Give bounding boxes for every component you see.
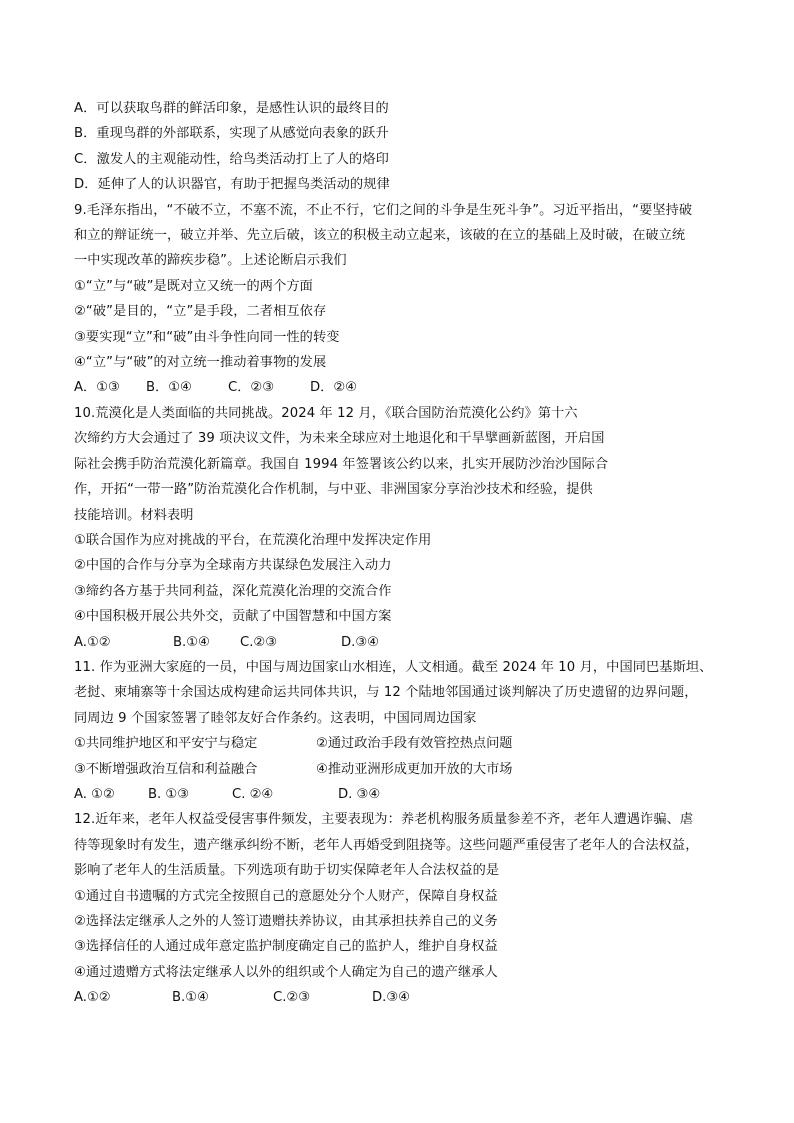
q12-stem-line: 待等现象时有发生，遗产继承纠纷不断，老年人再婚受到阻挠等。这些问题严重侵害了老年人的合法权益， <box>74 837 699 853</box>
q11-answer-choices <box>74 782 734 807</box>
q8-option-d: D．延伸了人的认识器官，有助于把握鸟类活动的规律 <box>74 177 390 193</box>
q9-answer-b: B．①④ <box>146 380 192 396</box>
q12-answer-c: C.②③ <box>273 990 311 1006</box>
q8-option-b: B．重现鸟群的外部联系，实现了从感觉向表象的跃升 <box>74 126 389 142</box>
q9-item-1: ①“立”与“破”是既对立又统一的两个方面 <box>74 278 313 294</box>
q11-item-3: ③不断增强政治互信和利益融合 <box>74 761 258 777</box>
q12-answer-d: D.③④ <box>372 990 410 1006</box>
q10-answer-d: D.③④ <box>341 634 379 650</box>
q11-stem-line: 11. 作为亚洲大家庭的一员，中国与周边国家山水相连，人文相通。截至 2024 年 10 月，中国同巴基斯坦、 <box>74 659 713 675</box>
q10-stem-line: 作，开拓“一带一路”防治荒漠化合作机制，与中亚、非洲国家分享治沙技术和经验，提供 <box>74 482 593 498</box>
q12-item-2: ②选择法定继承人之外的人签订遗赠扶养协议，由其承担扶养自己的义务 <box>74 914 498 929</box>
q12-answer-b: B.①④ <box>172 990 209 1006</box>
q9-answer-d: D．②④ <box>310 380 357 396</box>
q11-answer-c: C. ②④ <box>232 786 274 802</box>
q12-stem-line: 影响了老年人的生活质量。下列选项有助于切实保障老年人合法权益的是 <box>74 863 500 879</box>
q10-answer-c: C.②③ <box>240 634 278 650</box>
q10-item-3: ③缔约各方基于共同利益，深化荒漠化治理的交流合作 <box>74 583 392 599</box>
q11-answer-a: A. ①② <box>74 786 115 802</box>
q12-item-3: ③选择信任的人通过成年意定监护制度确定自己的监护人，维护自身权益 <box>74 939 498 955</box>
q9-stem-line: 和立的辩证统一，破立并举、先立后破，该立的积极主动立起来，该破的在立的基础上及时破，在破立统 <box>74 228 686 244</box>
q10-item-1: ①联合国作为应对挑战的平台，在荒漠化治理中发挥决定作用 <box>74 532 432 548</box>
q10-answer-b: B.①④ <box>173 634 210 650</box>
q11-items-row-1 <box>74 731 734 756</box>
question-10 <box>74 401 734 655</box>
q9-item-4: ④“立”与“破”的对立统一推动着事物的发展 <box>74 355 327 371</box>
q9-stem-line: 9.毛泽东指出，“不破不立，不塞不流，不止不行，它们之间的斗争是生死斗争”。习近平指出，“要坚持破 <box>74 202 693 218</box>
q10-item-2: ②中国的合作与分享为全球南方共谋绿色发展注入动力 <box>74 558 392 574</box>
q9-item-2: ②“破”是目的，“立”是手段，二者相互依存 <box>74 304 327 320</box>
q11-stem-line: 同周边 9 个国家签署了睦邻友好合作条约。这表明，中国同周边国家 <box>74 710 477 726</box>
q9-answer-choices <box>74 375 734 400</box>
q12-answer-choices <box>74 985 734 1010</box>
q8-option-a: A．可以获取鸟群的鲜活印象，是感性认识的最终目的 <box>74 101 389 116</box>
q10-stem-line: 技能培训。材料表明 <box>74 507 194 523</box>
q11-stem-line: 老挝、柬埔寨等十余国达成构建命运共同体共识，与 12 个陆地邻国通过谈判解决了历史遗留的边界问题， <box>74 685 698 701</box>
q11-item-1: ①共同维护地区和平安宁与稳定 <box>74 736 258 752</box>
q10-answer-a: A.①② <box>74 634 111 650</box>
q11-items-row-2 <box>74 757 734 782</box>
q11-item-2: ②通过政治手段有效管控热点问题 <box>316 736 513 752</box>
q12-item-4: ④通过遗赠方式将法定继承人以外的组织或个人确定为自己的遗产继承人 <box>74 964 498 980</box>
q10-answer-choices <box>74 630 734 655</box>
question-11 <box>74 655 734 807</box>
exam-page <box>74 96 734 1011</box>
question-9 <box>74 198 734 401</box>
q10-stem-line: 际社会携手防治荒漠化新篇章。我国自 1994 年签署该公约以来，扎实开展防沙治沙国际合 <box>74 456 609 472</box>
q11-answer-b: B. ①③ <box>148 786 190 802</box>
q10-stem-line: 10.荒漠化是人类面临的共同挑战。2024 年 12 月，《联合国防治荒漠化公约》第十六 <box>74 405 578 421</box>
q12-answer-a: A.①② <box>74 990 111 1006</box>
q9-item-3: ③要实现“立”和“破”由斗争性向同一性的转变 <box>74 329 340 345</box>
question-8-options <box>74 96 734 198</box>
q9-answer-a: A．①③ <box>74 380 120 396</box>
q10-item-4: ④中国积极开展公共外交，贡献了中国智慧和中国方案 <box>74 609 392 625</box>
q9-stem-line: 一中实现改革的蹄疾步稳”。上述论断启示我们 <box>74 253 347 269</box>
q9-answer-c: C．②③ <box>228 380 275 396</box>
q11-answer-d: D. ③④ <box>338 786 381 802</box>
q8-option-c: C．激发人的主观能动性，给鸟类活动打上了人的烙印 <box>74 151 389 167</box>
q12-item-1: ①通过自书遗嘱的方式完全按照自己的意愿处分个人财产，保障自身权益 <box>74 888 498 904</box>
q11-item-4: ④推动亚洲形成更加开放的大市场 <box>316 761 513 777</box>
question-12 <box>74 807 734 1010</box>
q10-stem-line: 次缔约方大会通过了 39 项决议文件，为未来全球应对土地退化和干旱擘画新蓝图，开启国 <box>74 431 605 447</box>
q12-stem-line: 12.近年来，老年人权益受侵害事件频发，主要表现为：养老机构服务质量参差不齐，老年人遭遇诈骗、虐 <box>74 812 694 828</box>
